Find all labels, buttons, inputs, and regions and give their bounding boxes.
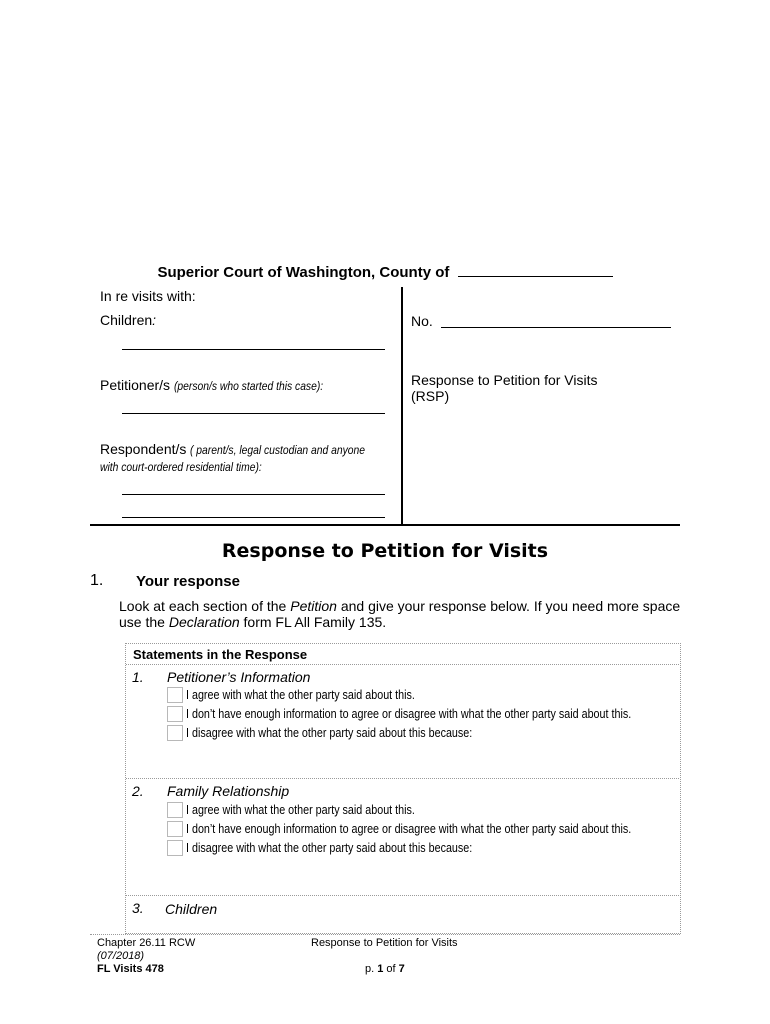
respondent-label <box>100 441 394 457</box>
respondent-label-text: Respondent/s <box>100 441 187 457</box>
respondent-note-1: ( parent/s, legal custodian and anyone <box>190 443 366 457</box>
page-prefix: p. <box>365 963 378 975</box>
county-blank-line[interactable] <box>458 262 613 277</box>
children-label <box>100 312 156 328</box>
respondent-note-2: with court-ordered residential time): <box>100 460 262 474</box>
statement-1-disagree-label: I disagree with what the other party said about this because: <box>186 726 473 740</box>
statement-2-agree-label: I agree with what the other party said about this. <box>186 803 415 817</box>
intro-part-a: Look at each section of the <box>119 598 291 614</box>
respondent-note-2-wrap <box>100 458 288 476</box>
respondent-blank-line-1[interactable] <box>122 494 385 495</box>
statement-1-agree-checkbox[interactable] <box>167 687 183 703</box>
petitioner-blank-line[interactable] <box>122 413 385 414</box>
statement-3-title: Children <box>165 901 218 917</box>
statement-1-not-enough-info-label: I don’t have enough information to agree or disagree with what the other party said about this. <box>186 707 632 721</box>
caption-horizontal-divider <box>90 524 680 526</box>
statement-2-agree-checkbox[interactable] <box>167 802 183 818</box>
statement-1-number: 1. <box>132 669 144 685</box>
children-blank-line[interactable] <box>122 349 385 350</box>
statement-1-separator <box>126 778 679 779</box>
statement-2-title: Family Relationship <box>167 783 290 799</box>
footer-title: Response to Petition for Visits <box>311 937 458 949</box>
petitioner-label <box>100 377 347 393</box>
statement-2-number: 2. <box>132 783 144 799</box>
respondent-blank-line-2[interactable] <box>122 517 385 518</box>
page-current: 1 <box>377 963 384 975</box>
document-title: Response to Petition for Visits <box>221 540 549 562</box>
caption-vertical-divider <box>401 287 403 526</box>
statements-header: Statements in the Response <box>133 647 308 662</box>
court-title <box>0 262 770 281</box>
case-number-blank-line[interactable] <box>441 327 671 328</box>
page-total: 7 <box>398 963 405 975</box>
footer-page-number <box>365 963 405 975</box>
intro-part-c: form FL All Family 135. <box>239 614 387 630</box>
statement-3-number: 3. <box>132 900 144 916</box>
section-1-intro <box>119 598 689 630</box>
court-title-text: Superior Court of Washington, County of <box>157 264 450 281</box>
statement-2-separator <box>126 895 679 896</box>
statement-2-disagree-checkbox[interactable] <box>167 840 183 856</box>
statements-header-separator <box>126 664 679 665</box>
in-re-label: In re visits with: <box>100 288 196 304</box>
intro-petition: Petition <box>290 598 337 614</box>
children-label-colon: : <box>152 312 157 328</box>
statement-2-not-enough-info-checkbox[interactable] <box>167 821 183 837</box>
section-1-title: Your response <box>136 573 240 590</box>
petitioner-label-text: Petitioner/s <box>100 377 171 393</box>
statement-1-agree-label: I agree with what the other party said about this. <box>186 688 415 702</box>
footer-separator <box>90 934 680 935</box>
intro-declaration: Declaration <box>168 614 240 630</box>
statement-2-disagree-label: I disagree with what the other party said about this because: <box>186 841 473 855</box>
footer-form-id: FL Visits 478 <box>97 963 164 975</box>
page-of: of <box>383 963 399 975</box>
petitioner-note: (person/s who started this case): <box>173 379 324 393</box>
statement-1-title: Petitioner’s Information <box>167 669 311 685</box>
case-number-label: No. <box>411 313 433 329</box>
section-1-number: 1. <box>90 572 104 589</box>
statement-1-disagree-checkbox[interactable] <box>167 725 183 741</box>
statement-1-not-enough-info-checkbox[interactable] <box>167 706 183 722</box>
children-label-text: Children <box>100 312 153 328</box>
statement-2-not-enough-info-label: I don’t have enough information to agree or disagree with what the other party said about this. <box>186 822 632 836</box>
doc-name-line2: (RSP) <box>411 388 450 404</box>
doc-name-line1: Response to Petition for Visits <box>411 372 598 388</box>
footer-date: (07/2018) <box>97 950 145 962</box>
intro-part-b: and give your response below. If you need more space use the <box>119 598 681 630</box>
footer-chapter: Chapter 26.11 RCW <box>97 937 196 949</box>
